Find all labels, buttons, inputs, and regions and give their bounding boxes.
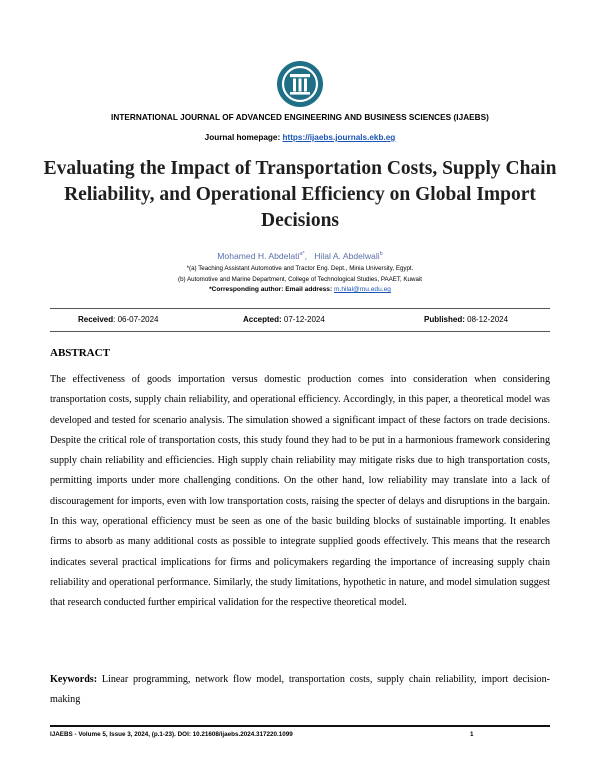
- published-value: 08-12-2024: [464, 315, 509, 324]
- homepage-link[interactable]: https://ijaebs.journals.ekb.eg: [282, 133, 396, 142]
- author-separator: ,: [304, 251, 315, 261]
- author-list: [0, 251, 600, 261]
- page-number: 1: [470, 731, 474, 738]
- footer-citation: IJAEBS - Volume 5, Issue 3, 2024, (p.1-23). DOI: 10.21608/ijaebs.2024.317220.1099: [50, 731, 293, 738]
- abstract-body: The effectiveness of goods importation versus domestic production comes into consideration when considering transportation costs, supply chain reliability, and operational efficiency. Accordingly, in this paper, a theoretical model was developed and tested for scenario analysis. The simulation showed a significant impact of these factors on trade decisions. Despite the critical role of transportation costs, this study found they had to be put in a harmonious framework considering supply chain reliability and efficiencies. High supply chain reliability may mitigate risks due to high transportation costs, permitting imports under more challenging conditions. On the other hand, low reliability may translate into a lack of discouragement for imports, even with low transportation costs, raising the specter of delays and disruptions in the bargain. In this way, operational efficiency must be seen as one of the basic building blocks of sustainable importing. It enables firms to absorb as many additional costs as possible to integrate supplied goods effectively. This means that the research indicates several practical implications for firms and policymakers regarding the importance of increasing supply chain reliability and operational performance. Similarly, the study limitations, hypothetic in nature, and model simulation suggest that research conducted further empirical validation for the respective theoretical model.: [50, 374, 550, 609]
- journal-homepage: [0, 133, 600, 142]
- author-name: Hilal A. Abdelwali: [314, 251, 380, 261]
- divider-top: [50, 308, 550, 309]
- accepted-date: [243, 315, 325, 324]
- keywords-label: Keywords:: [50, 674, 98, 685]
- accepted-value: 07-12-2024: [281, 315, 325, 324]
- homepage-label: Journal homepage:: [204, 133, 283, 142]
- published-date: [424, 315, 508, 324]
- abstract-heading: ABSTRACT: [50, 347, 110, 359]
- journal-name: INTERNATIONAL JOURNAL OF ADVANCED ENGINEERING AND BUSINESS SCIENCES (IJAEBS): [111, 113, 489, 122]
- affiliation-a: *(a) Teaching Assistant Automotive and Tractor Eng. Dept., Minia University, Egypt.: [186, 265, 414, 272]
- received-value: : 06-07-2024: [113, 315, 159, 324]
- keywords: [50, 670, 550, 710]
- accepted-label: Accepted:: [243, 315, 282, 324]
- corresponding-email-link[interactable]: m.hilal@mu.edu.eg: [334, 286, 391, 293]
- received-date: [78, 315, 159, 324]
- published-label: Published:: [424, 315, 465, 324]
- affiliation-b: (b) Automotive and Marine Department, College of Technological Studies, PAAET, Kuwait: [178, 276, 422, 283]
- keywords-text: Linear programming, network flow model, transportation costs, supply chain reliability, import decision-making: [50, 674, 550, 705]
- corresponding-author: [0, 286, 600, 293]
- corresponding-label: *Corresponding author: Email address:: [209, 286, 334, 293]
- divider-bottom: [50, 331, 550, 332]
- author-marker: b: [379, 251, 383, 258]
- journal-logo-icon: [276, 60, 324, 108]
- author-marker: a*: [299, 251, 305, 258]
- footer-divider: [50, 725, 550, 727]
- received-label: Received: [78, 315, 114, 324]
- author-name: Mohamed H. Abdelati: [217, 251, 300, 261]
- paper-title: Evaluating the Impact of Transportation Costs, Supply Chain Reliability, and Operational Efficiency on Global Import Decisions: [43, 158, 557, 231]
- publication-dates: [50, 315, 550, 327]
